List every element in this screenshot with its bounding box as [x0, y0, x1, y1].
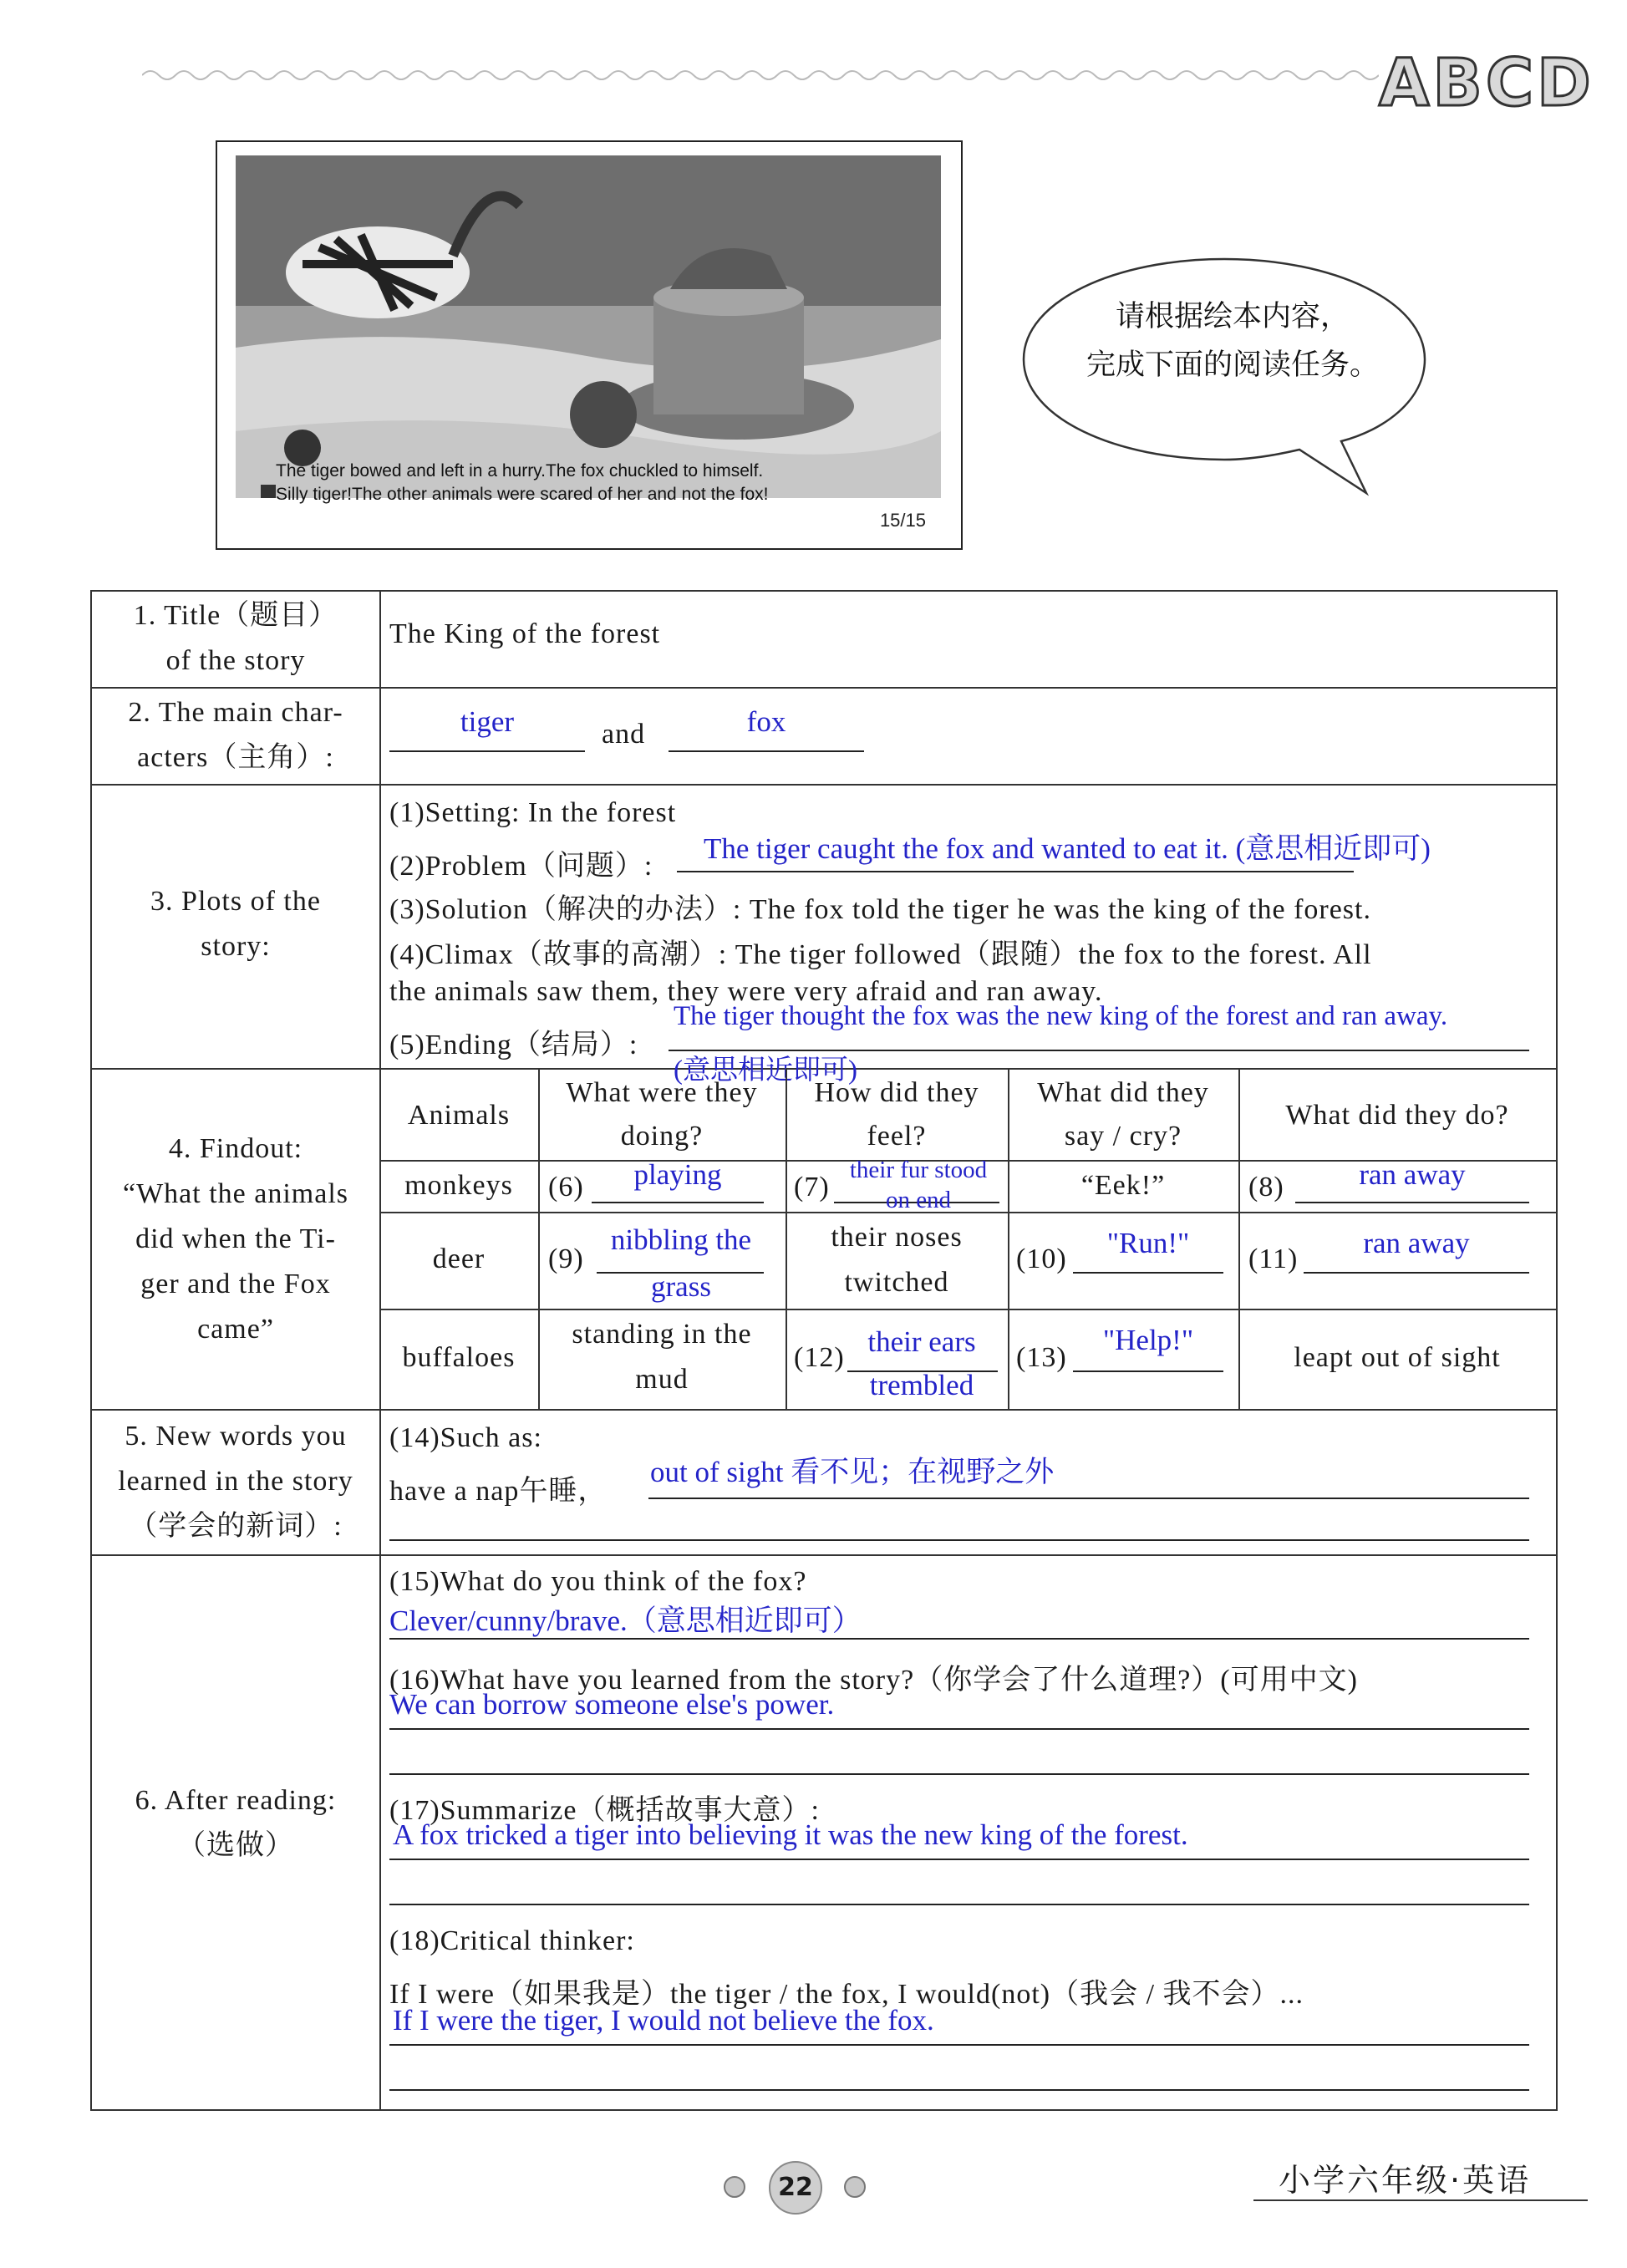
bubble-line-1: 请根据绘本内容， — [1115, 300, 1350, 333]
question-18: (18)Critical thinker: — [389, 1925, 635, 1956]
abcd-logo: ABCD — [1379, 46, 1594, 121]
answer-line — [389, 1859, 1529, 1860]
picture-caption — [276, 460, 928, 506]
title-label: 1. Title（题目） of the story — [133, 600, 338, 676]
illustration-tiger-fox — [236, 155, 941, 498]
answer-line — [677, 871, 1354, 872]
blank-number-12: (12) — [794, 1342, 845, 1373]
newwords-example: have a nap午睡， — [389, 1476, 608, 1507]
reading-task-table — [90, 590, 1558, 2111]
buffaloes-do: leapt out of sight — [1294, 1342, 1501, 1373]
characters-label: 2. The main char- acters（主角）: — [128, 697, 343, 773]
answer-line — [1295, 1202, 1529, 1203]
caption-line-2: Silly tiger!The other animals were scared of her and not the fox! — [276, 485, 769, 504]
page-dot-right — [844, 2176, 866, 2198]
question-17: (17)Summarize（概括故事大意）: — [389, 1795, 820, 1826]
bubble-line-2: 完成下面的阅读任务。 — [1086, 348, 1379, 382]
plots-label: 3. Plots of the story: — [150, 886, 321, 962]
answer-line — [1073, 1272, 1223, 1274]
plot-solution: (3)Solution（解决的办法）: The fox told the tiger he was the king of the forest. — [389, 894, 1371, 925]
buffaloes-doing: standing in the mud — [572, 1319, 752, 1395]
plot-climax-1: (4)Climax（故事的高潮）: The tiger followed（跟随）the fox to the forest. All — [389, 939, 1372, 970]
plot-problem-answer: The tiger caught the fox and wanted to eat it. (意思相近即可) — [704, 832, 1431, 865]
header-doing: What were they doing? — [566, 1077, 758, 1152]
answer-12-line-1: their ears — [867, 1325, 976, 1358]
answer-18: If I were the tiger, I would not believe the fox. — [393, 2004, 934, 2037]
plot-ending-note: (意思相近即可) — [674, 1055, 857, 1086]
blank-number-10: (10) — [1016, 1243, 1067, 1274]
newwords-such-as: (14)Such as: — [389, 1422, 542, 1453]
inner-row-divider — [379, 1309, 1556, 1310]
header-feel: How did they feel? — [814, 1077, 979, 1152]
answer-17: A fox tricked a tiger into believing it was the new king of the forest. — [393, 1818, 1188, 1851]
page-number: 22 — [769, 2161, 822, 2215]
newwords-label: 5. New words you learned in the story （学会的新词）: — [118, 1421, 353, 1542]
answer-15: Clever/cunny/brave.（意思相近即可） — [389, 1604, 862, 1637]
answer-character-2: fox — [746, 705, 786, 738]
answer-7-line-1: their fur stood — [849, 1157, 988, 1183]
header-say: What did they say / cry? — [1037, 1077, 1209, 1152]
question-15: (15)What do you think of the fox? — [389, 1566, 807, 1597]
row-divider — [92, 784, 1556, 786]
answer-9-line-1: nibbling the — [610, 1223, 752, 1256]
answer-10: "Run!" — [1106, 1227, 1190, 1259]
answer-12-line-2: trembled — [869, 1369, 974, 1401]
blank-number-6: (6) — [548, 1172, 584, 1203]
answer-line — [389, 2044, 1529, 2046]
bubble-instruction — [1049, 292, 1416, 389]
footer-rule — [1253, 2199, 1588, 2201]
answer-line — [389, 1773, 1529, 1775]
answer-line — [389, 750, 585, 752]
blank-number-9: (9) — [548, 1243, 584, 1274]
answer-6: playing — [633, 1158, 722, 1191]
findout-label: 4. Findout: “What the animals did when the Ti- ger and the Fox came” — [122, 1133, 348, 1345]
question-18-prompt: If I were（如果我是）the tiger / the fox, I would(not)（我会 / 我不会）... — [389, 1979, 1304, 2010]
answer-16: We can borrow someone else's power. — [389, 1688, 835, 1721]
answer-line — [389, 1539, 1529, 1541]
answer-line — [389, 1728, 1529, 1730]
picture-book-frame — [216, 140, 963, 550]
answer-11: ran away — [1363, 1227, 1470, 1259]
plot-climax-2: the animals saw them, they were very afraid and ran away. — [389, 976, 1103, 1007]
page-dot-left — [724, 2176, 745, 2198]
row-divider — [92, 1554, 1556, 1556]
header-wave-line — [142, 58, 1379, 92]
deer-feel: their noses twitched — [831, 1222, 963, 1298]
header-animals: Animals — [407, 1100, 511, 1131]
answer-line — [389, 2089, 1529, 2091]
plot-setting: (1)Setting: In the forest — [389, 797, 677, 828]
animal-monkeys: monkeys — [404, 1170, 513, 1201]
caption-line-1: The tiger bowed and left in a hurry.The fox chuckled to himself. — [276, 461, 764, 481]
answer-line — [669, 750, 864, 752]
plot-problem-label: (2)Problem（问题）: — [389, 851, 653, 882]
row-divider — [92, 687, 1556, 689]
answer-9-line-2: grass — [651, 1270, 711, 1303]
blank-number-7: (7) — [794, 1172, 830, 1203]
animal-buffaloes: buffaloes — [402, 1342, 516, 1373]
monkeys-say: “Eek!” — [1080, 1170, 1166, 1201]
answer-line — [592, 1202, 764, 1203]
after-reading-label: 6. After reading: （选做） — [135, 1785, 337, 1861]
answer-7-line-2: on end — [885, 1187, 952, 1213]
picture-page-number: 15/15 — [879, 510, 926, 531]
answer-line — [389, 1904, 1529, 1905]
answer-8: ran away — [1359, 1158, 1466, 1191]
answer-13: "Help!" — [1102, 1324, 1194, 1356]
header-do: What did they do? — [1285, 1100, 1509, 1131]
answer-line — [1304, 1272, 1529, 1274]
blank-number-8: (8) — [1248, 1172, 1284, 1203]
answer-line — [648, 1498, 1529, 1499]
blank-number-13: (13) — [1016, 1342, 1067, 1373]
row-divider — [92, 1409, 1556, 1411]
answer-character-1: tiger — [460, 705, 515, 738]
newwords-answer: out of sight 看不见；在视野之外 — [650, 1456, 1055, 1488]
forest-scene-icon — [236, 155, 941, 498]
plot-ending-label: (5)Ending（结局）: — [389, 1030, 638, 1060]
and-text: and — [602, 719, 646, 750]
plot-ending-answer: The tiger thought the fox was the new king of the forest and ran away. — [674, 1001, 1448, 1031]
question-16: (16)What have you learned from the story?（你学会了什么道理?）(可用中文) — [389, 1665, 1358, 1696]
answer-line — [1073, 1370, 1223, 1372]
story-title: The King of the forest — [389, 618, 661, 649]
blank-number-11: (11) — [1248, 1243, 1299, 1274]
grade-subject-label: 小学六年级·英语 — [1279, 2162, 1532, 2199]
answer-line — [389, 1638, 1529, 1640]
animal-deer: deer — [432, 1243, 486, 1274]
